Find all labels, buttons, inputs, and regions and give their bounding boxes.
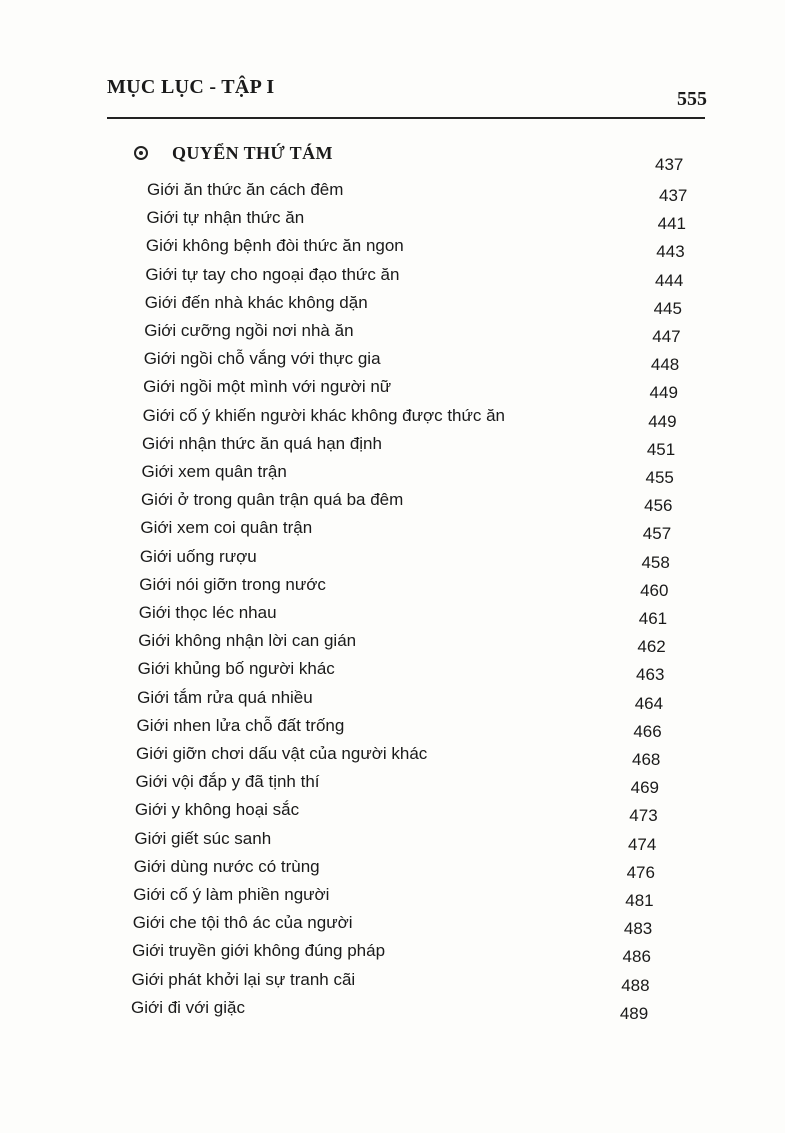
toc-entry [131, 998, 691, 1024]
toc-entry-title: Giới tự tay cho ngoại đạo thức ăn [145, 264, 400, 284]
toc-entry-page: 443 [656, 242, 685, 262]
toc-entry [139, 575, 699, 601]
toc-entry [146, 236, 706, 262]
toc-entry-title: Giới giỡn chơi dấu vật của người khác [136, 744, 428, 763]
toc-entry-page: 464 [634, 693, 664, 713]
toc-entry-page: 473 [629, 806, 658, 826]
toc-entry-title: Giới y không hoại sắc [134, 800, 300, 820]
toc-entry-title: Giới ngồi một mình với người nữ [143, 377, 392, 397]
toc-entry [136, 744, 696, 770]
toc-entry-title: Giới tắm rửa quá nhiều [137, 687, 313, 707]
toc-entry-page: 447 [652, 327, 681, 346]
toc-entry-page: 444 [654, 270, 684, 290]
toc-entry-page: 488 [621, 975, 650, 995]
toc-entry-page: 449 [649, 383, 678, 403]
toc-entry-title: Giới ngồi chỗ vắng với thực gia [143, 349, 381, 369]
toc-entry-page: 448 [650, 355, 680, 375]
toc-entry-page: 483 [623, 919, 653, 939]
toc-entry-page: 455 [645, 468, 674, 487]
toc-entry [144, 349, 704, 375]
toc-entry [147, 180, 707, 206]
toc-entry-title: Giới cố ý làm phiền người [133, 885, 330, 904]
toc-entry-page: 463 [636, 665, 665, 685]
toc-entry [143, 377, 703, 403]
toc-entry-title: Giới không nhận lời can gián [138, 631, 357, 651]
toc-entry [133, 885, 693, 911]
toc-entry-title: Giới nói giỡn trong nước [139, 574, 326, 594]
header-page-number: 555 [677, 88, 707, 110]
toc-entry-title: Giới nhen lửa chỗ đất trống [136, 715, 345, 735]
toc-entry-title: Giới tự nhận thức ăn [146, 208, 305, 228]
toc-entry-title: Giới cưỡng ngồi nơi nhà ăn [144, 321, 354, 340]
toc-entry-title: Giới phát khởi lại sự tranh cãi [131, 969, 356, 989]
header-title: MỤC LỤC - TẬP I [107, 76, 275, 98]
toc-entry-title: Giới khủng bố người khác [137, 659, 335, 679]
toc-entry [132, 941, 692, 967]
toc-entry-page: 441 [657, 214, 686, 234]
toc-entry-title: Giới che tội thô ác của người [132, 913, 353, 933]
toc-entry [138, 631, 698, 657]
toc-entry-page: 468 [632, 750, 661, 769]
toc-entry-page: 474 [627, 834, 657, 854]
toc-entry-page: 437 [659, 186, 688, 205]
toc-entry-title: Giới đến nhà khác không dặn [144, 292, 368, 312]
toc-entry-page: 462 [637, 637, 666, 657]
toc-entry-title: Giới không bệnh đòi thức ăn ngon [145, 236, 404, 256]
toc-entry-page: 451 [646, 439, 676, 459]
toc-entry [142, 462, 702, 488]
toc-entry-page: 481 [625, 891, 654, 910]
toc-entry-page: 486 [622, 947, 651, 967]
toc-entry [144, 321, 704, 347]
toc-entry [141, 490, 701, 516]
toc-entry-page: 456 [644, 496, 673, 516]
toc-entry-page: 461 [638, 609, 668, 628]
toc-entry-page: 489 [619, 1003, 649, 1023]
toc-entry-title: Giới uống rượu [139, 546, 257, 566]
toc-entry-page: 460 [640, 580, 669, 600]
toc-entry-page: 469 [630, 778, 659, 798]
toc-entry-title: Giới nhận thức ăn quá hạn định [142, 433, 382, 453]
toc-entry [143, 406, 703, 432]
toc-entry [137, 688, 697, 714]
toc-entry-page: 445 [653, 298, 682, 318]
toc-entry [133, 913, 693, 939]
toc-entry-title: Giới cố ý khiến người khác không được thức ăn [142, 405, 506, 425]
toc-entry [139, 603, 699, 629]
toc-entry [142, 434, 702, 460]
toc-entry [145, 293, 705, 319]
toc-entry-title: Giới ở trong quân trận quá ba đêm [140, 490, 404, 510]
toc-entry-page: 449 [648, 411, 677, 431]
toc-entry [137, 716, 697, 742]
toc-entry [140, 547, 700, 573]
toc-entry-page: 458 [641, 552, 670, 572]
toc-entry [135, 800, 695, 826]
section-page-number: 437 [655, 155, 684, 174]
toc-entry-title: Giới đi với giặc [131, 997, 245, 1017]
toc-entry-page: 476 [626, 862, 655, 882]
toc-entry-title: Giới xem coi quân trận [140, 518, 313, 538]
toc-entry-title: Giới thọc léc nhau [138, 603, 277, 622]
toc-entry [145, 265, 705, 291]
toc-entry-page: 457 [642, 524, 672, 544]
toc-entry-title: Giới vội đắp y đã tịnh thí [135, 772, 320, 792]
toc-entry [135, 772, 695, 798]
toc-entry [140, 518, 700, 544]
toc-entry [134, 857, 694, 883]
section-title: QUYỂN THỨ TÁM [172, 143, 333, 163]
toc-entry [146, 208, 706, 234]
toc-entry-title: Giới dùng nước có trùng [133, 856, 320, 876]
toc-entry [132, 970, 692, 996]
toc-entry [138, 659, 698, 685]
toc-entry [134, 829, 694, 855]
toc-entry-title: Giới giết súc sanh [134, 828, 272, 848]
toc-entry-title: Giới ăn thức ăn cách đêm [147, 180, 344, 199]
toc-entry-title: Giới xem quân trận [141, 462, 287, 481]
toc-entry-title: Giới truyền giới không đúng pháp [132, 941, 386, 961]
toc-entry-page: 466 [633, 721, 662, 741]
